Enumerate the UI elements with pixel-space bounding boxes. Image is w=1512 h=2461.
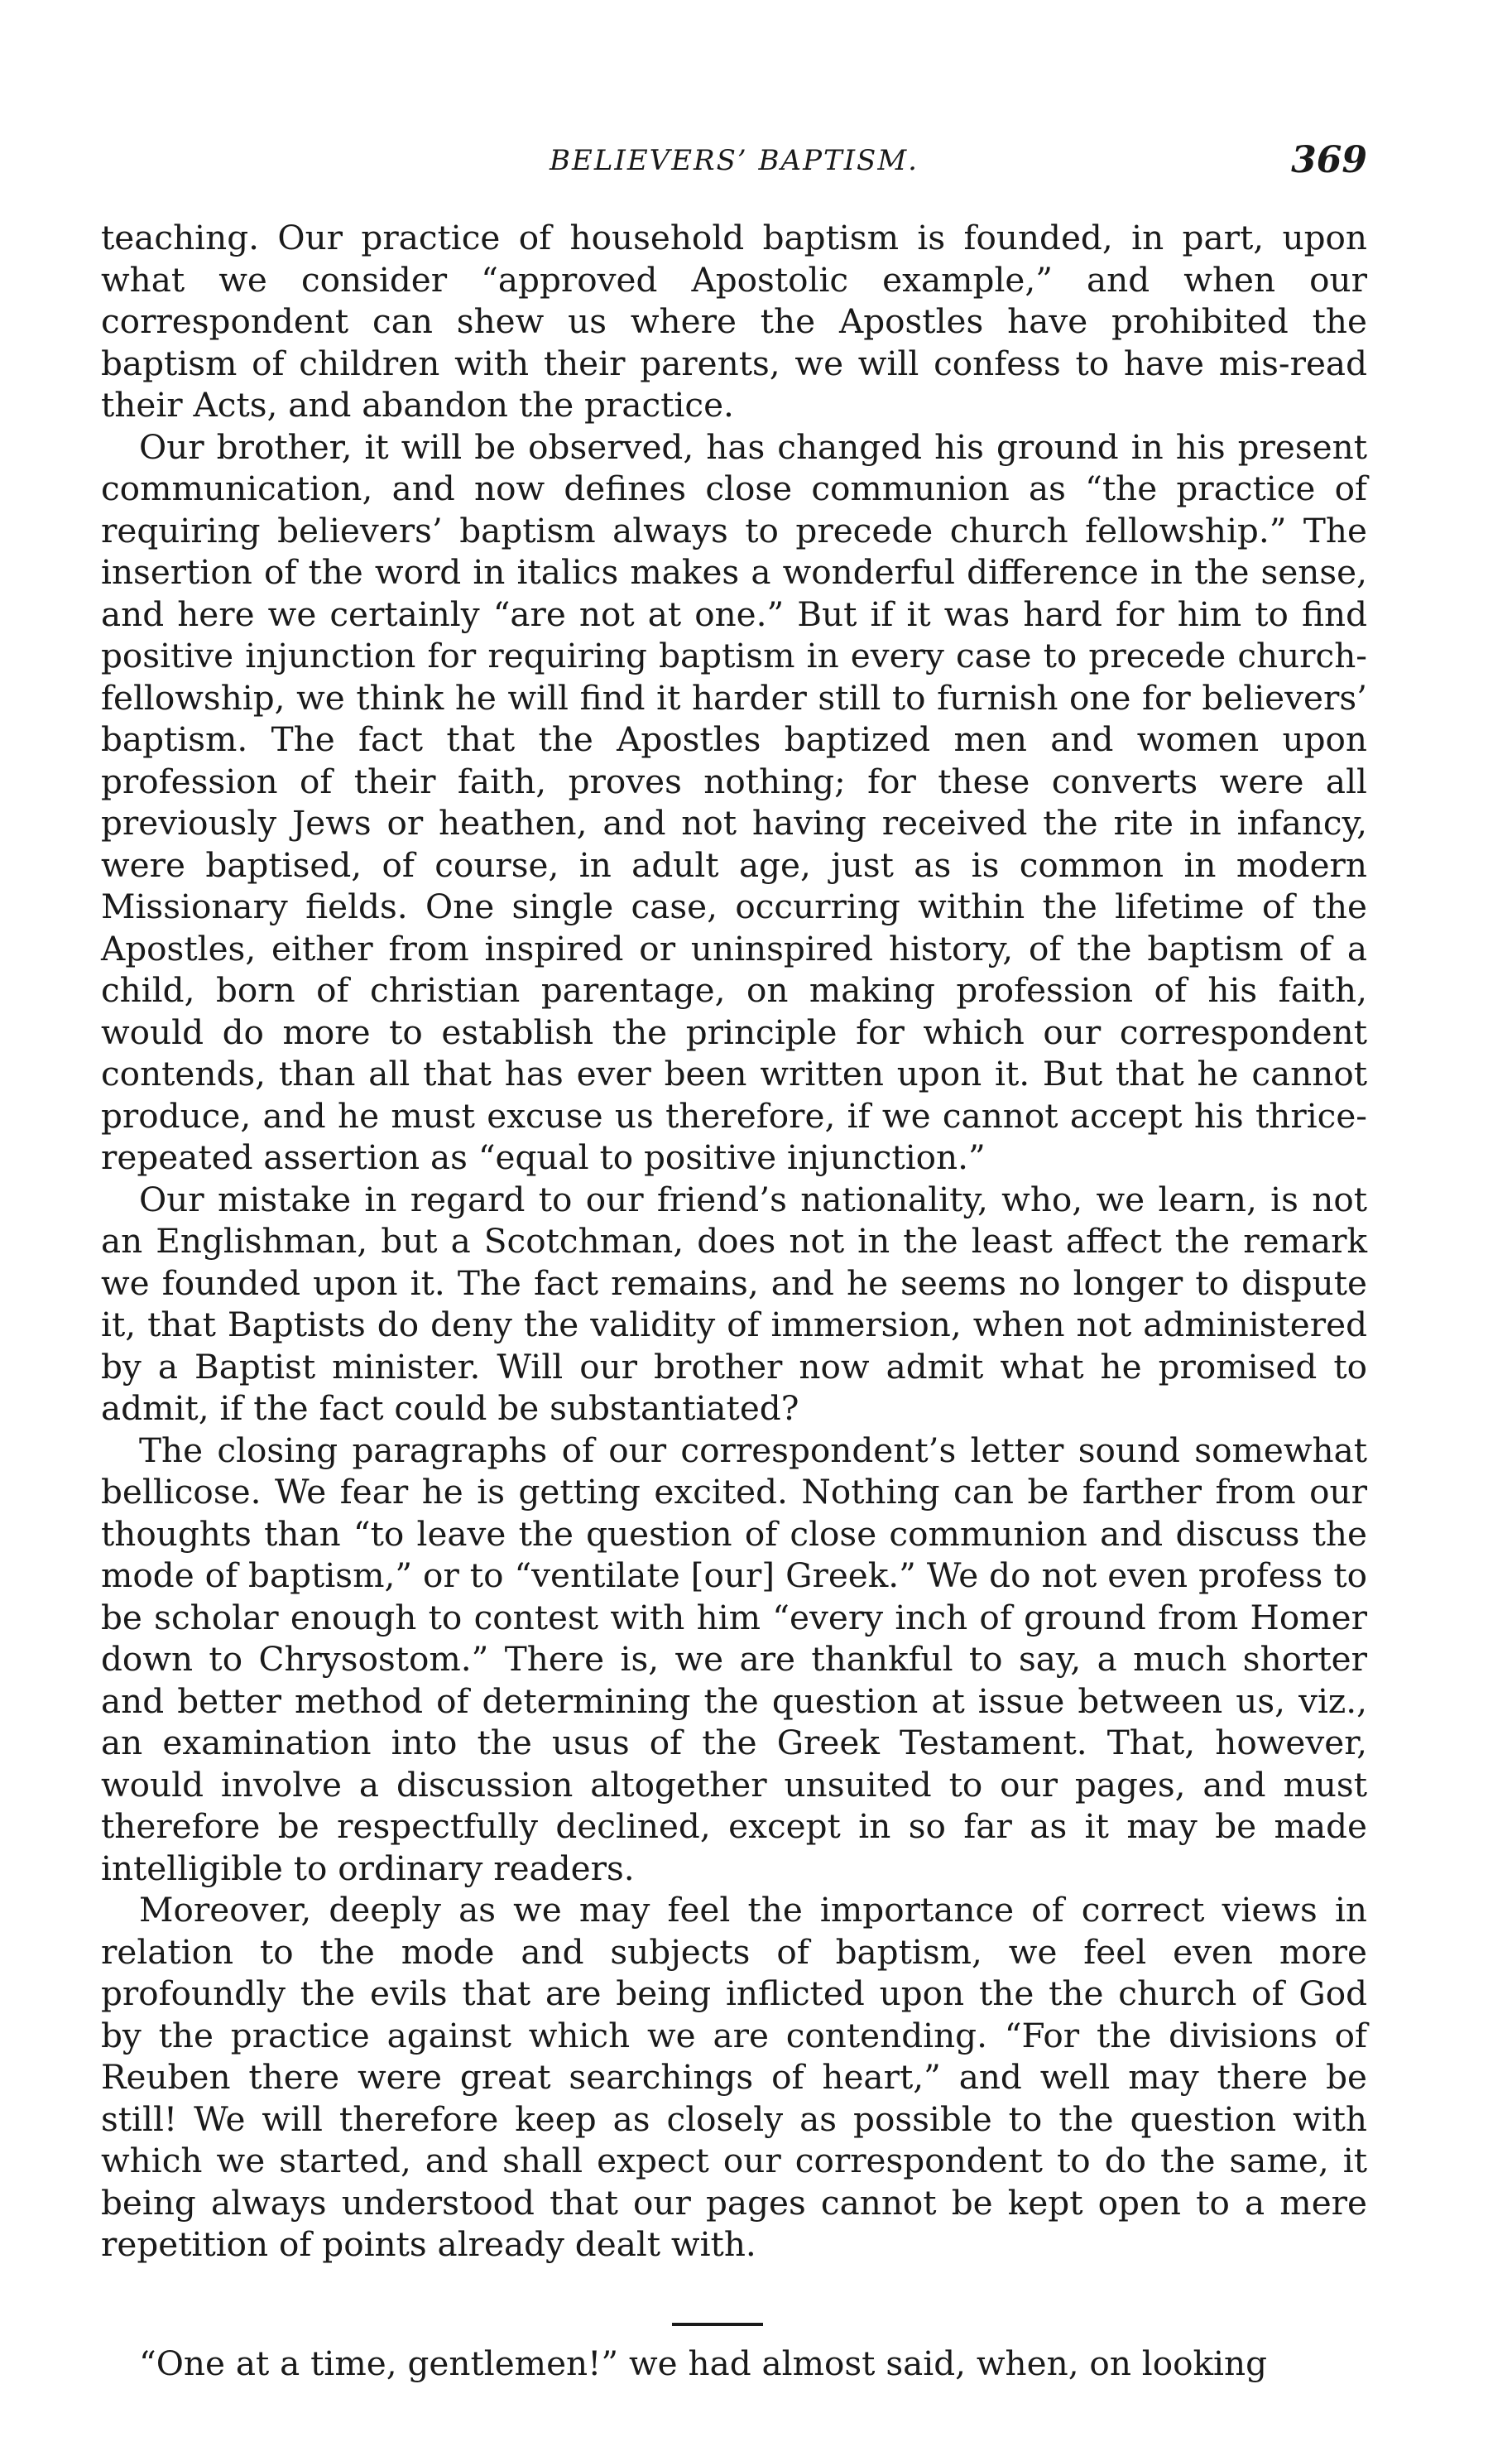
body-text [101,217,1367,2266]
running-head [101,139,1367,189]
section-divider [672,2323,763,2326]
paragraph: The closing paragraphs of our correspondent’s letter sound somewhat bellicose. We fear he is getting excited. Nothing can be farther from our thoughts than “to leave the question of close communion and discuss the mode of baptism,” or to “ventilate [our] Greek.” We do not even profess to be scholar enough to contest with him “every inch of ground from Homer down to Chrysostom.” There is, we are thankful to say, a much shorter and better method of determining the question at issue between us, viz., an examination into the usus of the Greek Testament. That, however, would involve a discussion altogether unsuited to our pages, and must therefore be respectfully declined, except in so far as it may be made intelligible to ordinary readers. [101,1430,1367,1888]
page-number: 369 [1291,139,1367,181]
paragraph: Our mistake in regard to our friend’s nationality, who, we learn, is not an Englishman, but a Scotchman, does not in the least affect the remark we founded upon it. The fact remains, and he seems no longer to dispute it, that Baptists do deny the validity of immersion, when not administered by a Baptist minister. Will our brother now admit what he promised to admit, if the fact could be substantiated? [101,1179,1367,1428]
paragraph: Our brother, it will be observed, has changed his ground in his present communication, and now defines close communion as “the practice of requiring believers’ baptism always to precede church fellowship.” The insertion of the word in italics makes a wonderful difference in the sense, and here we certainly “are not at one.” But if it was hard for him to find positive injunction for requiring baptism in every case to precede church-fellowship, we think he will find it harder still to furnish one for believers’ baptism. The fact that the Apostles baptized men and women upon profession of their faith, proves nothing; for these converts were all previously Jews or heathen, and not having received the rite in infancy, were baptised, of course, in adult age, just as is common in modern Missionary fields. One single case, occurring within the lifetime of the Apostles, either from inspired or uninspired history, of the baptism of a child, born of christian parentage, on making profession of his faith, would do more to establish the principle for which our correspondent contends, than all that has ever been written upon it. But that he cannot produce, and he must excuse us therefore, if we cannot accept his thrice-repeated assertion as “equal to positive injunction.” [101,426,1367,1177]
next-section-opening: “One at a time, gentlemen!” we had almost said, when, on looking [139,2343,1267,2383]
paragraph: Moreover, deeply as we may feel the importance of correct views in relation to the mode and subjects of baptism, we feel even more profoundly the evils that are being inflicted upon the the church of God by the practice against which we are contending. “For the divisions of Reuben there were great searchings of heart,” and well may there be still! We will therefore keep as closely as possible to the question with which we started, and shall expect our correspondent to do the same, it being always understood that our pages cannot be kept open to a mere repetition of points already dealt with. [101,1890,1367,2264]
paragraph-continued: teaching. Our practice of household baptism is founded, in part, upon what we consider “approved Apostolic example,” and when our correspondent can shew us where the Apostles have prohibited the baptism of children with their parents, we will confess to have mis-read their Acts, and abandon the practice. [101,218,1367,425]
running-title: BELIEVERS’ BAPTISM. [550,144,919,177]
